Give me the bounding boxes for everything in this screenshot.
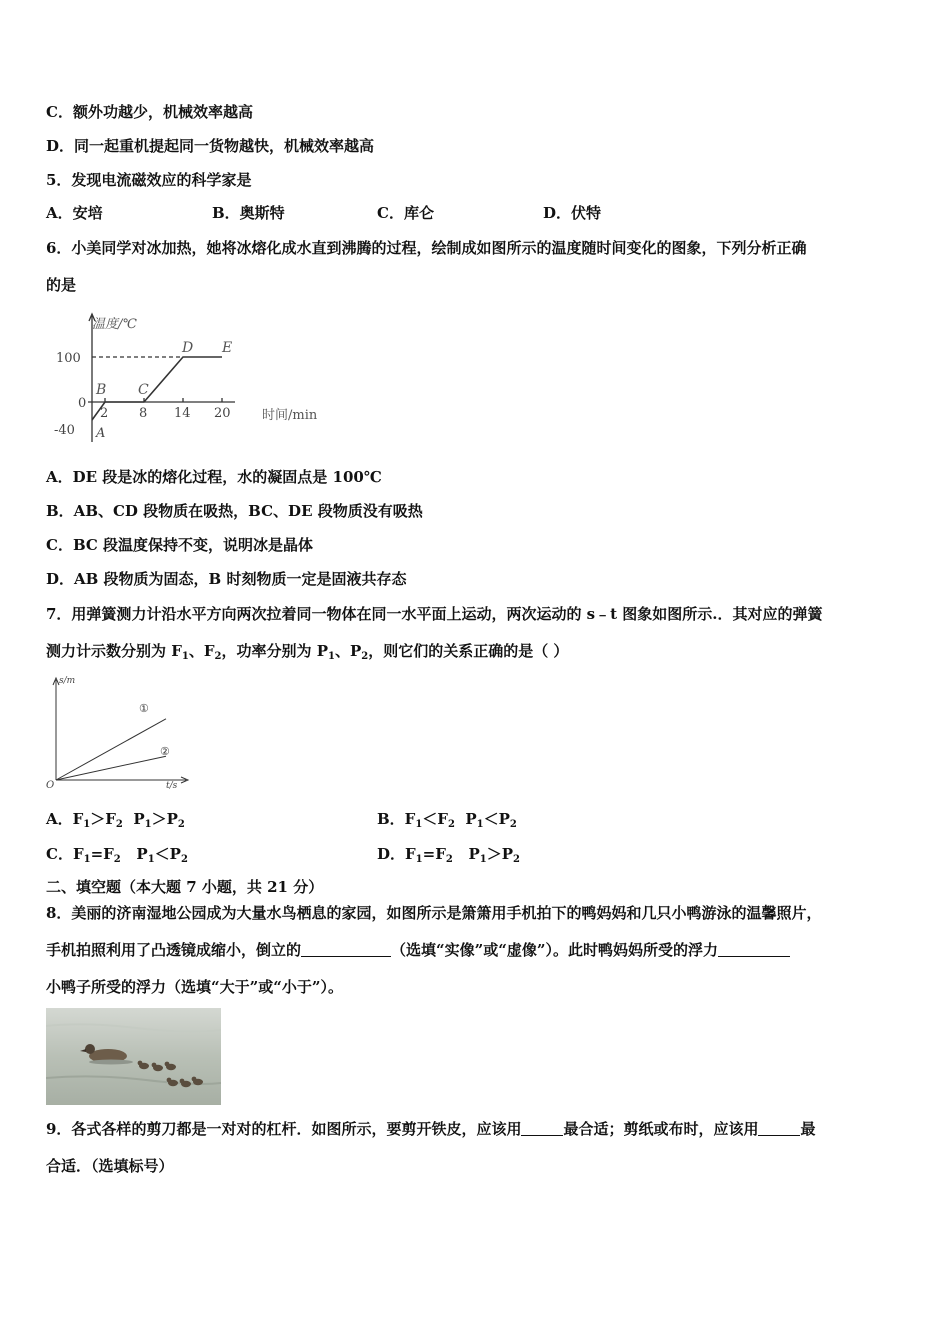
q5-option-b: B．奥斯特: [212, 204, 285, 222]
q5-option-d: D．伏特: [543, 204, 602, 222]
q6-stem-line2: 的是: [46, 276, 77, 294]
graph1-ytick-0: 0: [78, 396, 87, 411]
q6-option-d: D．AB 段物质为固态，B 时刻物质一定是固液共存态: [46, 570, 407, 588]
graph2-xlabel: t/s: [166, 781, 178, 791]
q7-option-d: D．$F_1=F_2$ $P_1>P_2$: [377, 845, 520, 865]
graph2-line1-label: ①: [139, 702, 149, 715]
graph1-point-b: B: [96, 382, 107, 398]
q5-option-c: C．库仑: [377, 204, 434, 222]
graph2-origin: O: [46, 780, 55, 791]
q8-line3: 小鸭子所受的浮力（选填“大于”或“小于”）。: [46, 978, 344, 996]
q6-stem-line1: 6．小美同学对冰加热，她将冰熔化成水直到沸腾的过程，绘制成如图所示的温度随时间变化的图象，下列分析正确: [46, 239, 807, 257]
q4-option-c: C．额外功越少，机械效率越高: [46, 103, 253, 121]
graph1-point-e: E: [222, 340, 233, 356]
q8-blank-1[interactable]: [301, 942, 391, 957]
graph1-point-c: C: [138, 382, 149, 398]
q9-blank-1[interactable]: [521, 1121, 563, 1136]
temperature-time-graph: [50, 310, 320, 445]
q7-option-c: C．$F_1=F_2$ $P_1<P_2$: [46, 845, 188, 865]
graph1-xtick-20: 20: [214, 406, 231, 421]
q6-option-b: B．AB、CD 段物质在吸热，BC、DE 段物质没有吸热: [46, 502, 423, 520]
section-2-heading: 二、填空题（本大题 7 小题，共 21 分）: [46, 878, 324, 896]
q8-line1: 8．美丽的济南湿地公园成为大量水鸟栖息的家园，如图所示是箫箫用手机拍下的鸭妈妈和几只小鸭游泳的温馨照片，: [46, 904, 822, 922]
q7-stem-line2: 测力计示数分别为 $F_1$、$F_2$，功率分别为 $P_1$、$P_2$，则它们的关系正确的是（ ）: [46, 642, 569, 662]
graph1-xlabel: 时间/min: [262, 408, 318, 423]
graph1-ytick-100: 100: [56, 351, 81, 366]
graph2-ylabel: s/m: [59, 676, 76, 686]
graph1-xtick-2: 2: [100, 406, 109, 421]
s-t-graph: [44, 674, 194, 792]
q5-stem: 5．发现电流磁效应的科学家是: [46, 171, 252, 189]
ducks-photo: [46, 1008, 221, 1105]
q4-option-d: D．同一起重机提起同一货物越快，机械效率越高: [46, 137, 375, 155]
graph1-point-d: D: [182, 340, 194, 356]
graph1-point-a: A: [96, 426, 106, 441]
graph2-line-2: [56, 756, 166, 780]
graph1-ytick-neg40: -40: [54, 423, 75, 438]
graph1-temperature-line: [92, 357, 222, 420]
graph1-ylabel: 温度/℃: [92, 317, 137, 332]
q6-option-c: C．BC 段温度保持不变，说明冰是晶体: [46, 536, 314, 554]
graph1-xtick-8: 8: [139, 406, 148, 421]
q9-blank-2[interactable]: [758, 1121, 800, 1136]
q8-line2: 手机拍照利用了凸透镜成缩小，倒立的 （选填“实像”或“虚像”）。此时鸭妈妈所受的浮力: [46, 940, 790, 960]
q7-option-a: A．$F_1>F_2$ $P_1>P_2$: [46, 810, 185, 830]
q7-stem-line1: 7．用弹簧测力计沿水平方向两次拉着同一物体在同一水平面上运动，两次运动的 s﹣t 图象如图所示.．其对应的弹簧: [46, 605, 823, 623]
graph2-line-1: [56, 719, 166, 780]
q5-option-a: A．安培: [46, 204, 103, 222]
q7-option-b: B．$F_1<F_2$ $P_1<P_2$: [377, 810, 517, 830]
q9-line1: 9．各式各样的剪刀都是一对对的杠杆．如图所示，要剪开铁皮，应该用 最合适；剪纸或布时，应该用 最: [46, 1120, 816, 1138]
graph2-line2-label: ②: [160, 745, 170, 758]
q6-option-a: A．DE 段是冰的熔化过程，水的凝固点是 100℃: [46, 468, 382, 486]
graph1-xtick-14: 14: [174, 406, 191, 421]
q9-line2: 合适．（选填标号）: [46, 1157, 174, 1175]
q8-blank-2[interactable]: [718, 942, 790, 957]
